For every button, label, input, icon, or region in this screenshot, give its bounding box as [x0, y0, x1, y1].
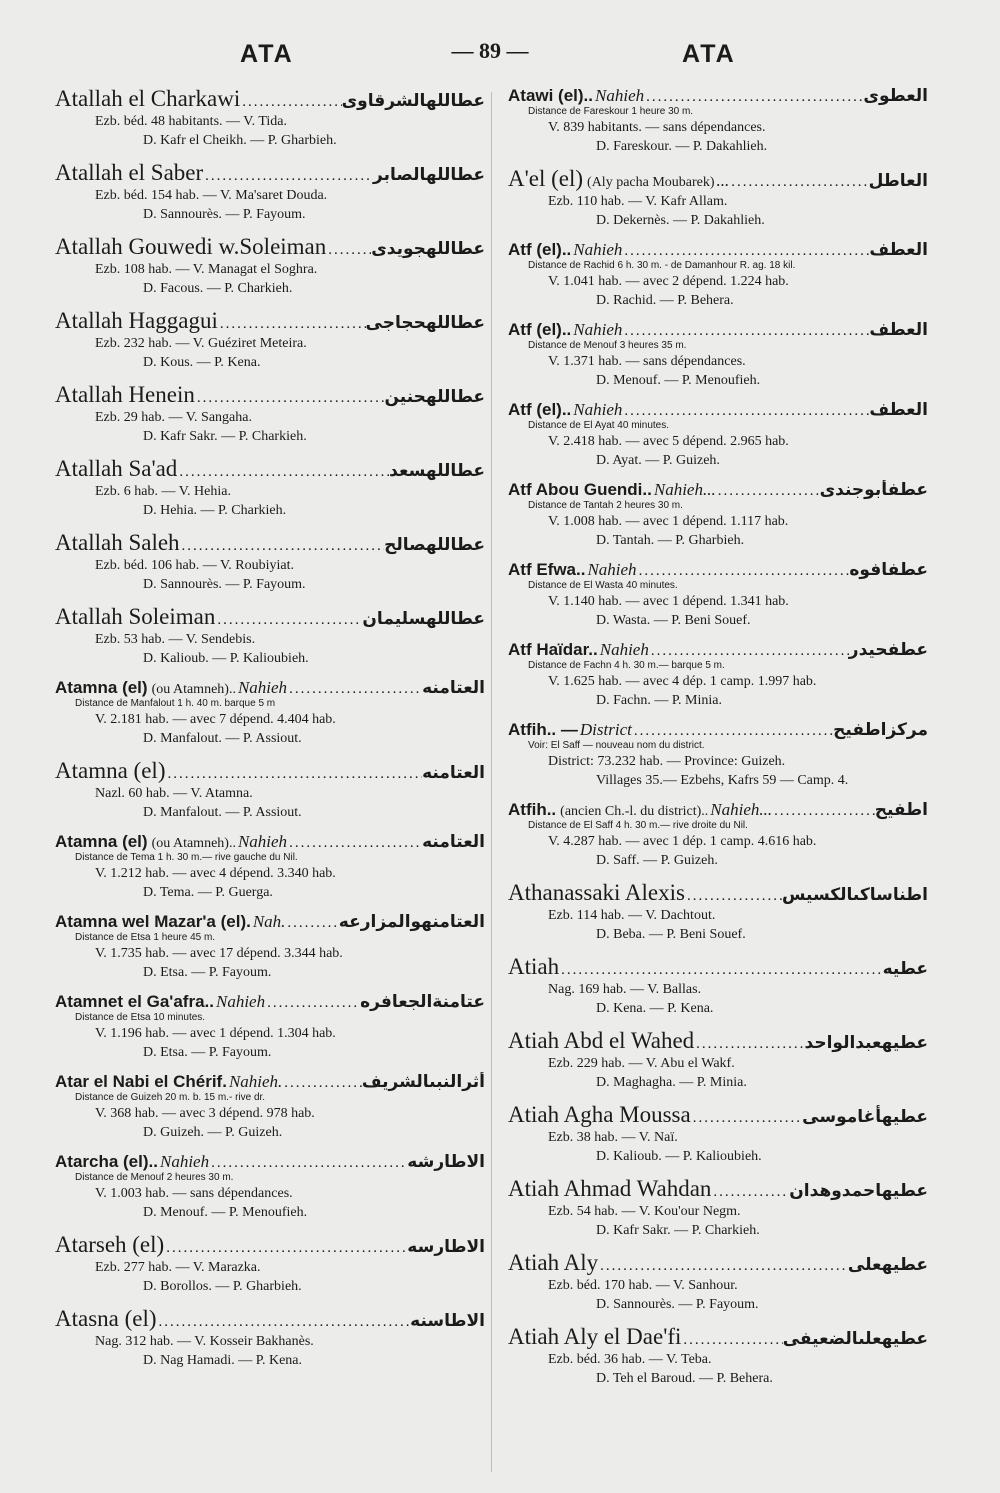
entry-detail-line: V. 1.041 hab. — avec 2 dépend. 1.224 hab.	[548, 274, 789, 289]
entry-detail-line: V. 1.008 hab. — avec 1 dépend. 1.117 hab.	[548, 514, 789, 529]
arabic-name: العتامنه	[422, 763, 485, 783]
entry-detail-line: D. Ayat. — P. Guizeh.	[596, 453, 720, 468]
place-name: Atamna (el)	[55, 678, 148, 697]
gazetteer-entry	[55, 1306, 485, 1370]
leader-dots	[649, 643, 849, 660]
entry-detail-line: D. Menouf. — P. Menoufieh.	[596, 373, 761, 388]
gazetteer-entry	[55, 160, 485, 224]
entry-heading	[55, 1072, 485, 1092]
place-type: Nah.	[252, 912, 286, 931]
place-name: Atallah Henein	[55, 382, 195, 407]
arabic-name: مركزاطفيح	[833, 720, 928, 740]
entry-heading	[55, 160, 485, 186]
place-name: Athanassaki Alexis	[508, 880, 685, 905]
entry-detail-line: D. Sannourès. — P. Fayoum.	[143, 577, 306, 592]
leader-dots	[694, 1036, 804, 1053]
entry-detail-line: D. Maghagha. — P. Minia.	[596, 1075, 747, 1090]
entry-heading	[508, 86, 928, 106]
arabic-name: عطاللهالشرقاوى	[341, 91, 485, 111]
entry-detail-line: D. Dekernès. — P. Dakahlieh.	[596, 213, 765, 228]
leader-dots	[282, 1075, 362, 1092]
place-name: Atf (el)..	[508, 320, 572, 339]
distance-note: Distance de Menouf 2 heures 30 m.	[75, 1172, 234, 1183]
entry-heading	[55, 992, 485, 1012]
place-name: Atar el Nabi el Chérif.	[55, 1072, 227, 1091]
place-name: Atallah Gouwedi w.Soleiman	[55, 234, 327, 259]
place-name: Atiah	[508, 954, 560, 979]
arabic-name: عطاللهسعد	[389, 461, 485, 481]
place-type: Nahieh	[573, 400, 623, 419]
entry-detail-line: Nag. 312 hab. — V. Kosseir Bakhanès.	[95, 1334, 314, 1349]
place-name: Atallah Sa'ad	[55, 456, 178, 481]
entry-detail-line: D. Guizeh. — P. Guizeh.	[143, 1125, 283, 1140]
distance-note: Distance de Menouf 3 heures 35 m.	[528, 340, 687, 351]
leader-dots	[716, 483, 820, 500]
place-type: District	[579, 720, 632, 739]
arabic-name: عطفحيدر	[848, 640, 928, 660]
entry-detail-line: D. Kalioub. — P. Kalioubieh.	[143, 651, 309, 666]
entry-detail-line: Ezb. 114 hab. — V. Dachtout.	[548, 908, 716, 923]
entry-detail-line: Ezb. 29 hab. — V. Sangaha.	[95, 410, 252, 425]
entry-detail-line: Nag. 169 hab. — V. Ballas.	[548, 982, 702, 997]
leader-dots	[685, 888, 782, 905]
entry-detail-line: D. Tema. — P. Guerga.	[143, 885, 273, 900]
leader-dots	[622, 403, 869, 420]
gazetteer-entry	[508, 1028, 928, 1092]
arabic-name: عطيهعلىالضعيفى	[782, 1329, 928, 1349]
arabic-name: الاطاسنه	[410, 1311, 485, 1331]
leader-dots	[637, 563, 850, 580]
gazetteer-entry	[55, 1072, 485, 1142]
place-name: Atarseh (el)	[55, 1232, 165, 1257]
right-column	[508, 86, 928, 1388]
gazetteer-entry	[508, 86, 928, 156]
entry-detail-line: D. Facous. — P. Charkieh.	[143, 281, 293, 296]
page-number: — 89 —	[451, 38, 529, 63]
entry-heading	[508, 1028, 928, 1054]
distance-note: Distance de El Saff 4 h. 30 m.— rive droite du Nil.	[528, 820, 748, 831]
entry-detail-line: V. 1.003 hab. — sans dépendances.	[95, 1186, 293, 1201]
entry-detail-line: V. 839 habitants. — sans dépendances.	[548, 120, 766, 135]
leader-dots	[180, 538, 385, 555]
arabic-name: العتامنه	[422, 678, 485, 698]
place-name: Atallah Haggagui	[55, 308, 218, 333]
entry-detail-line: V. 1.371 hab. — sans dépendances.	[548, 354, 746, 369]
leader-dots	[772, 803, 875, 820]
entry-heading	[508, 560, 928, 580]
entry-heading	[508, 720, 928, 740]
column-divider	[491, 92, 492, 1472]
leader-dots	[209, 1155, 407, 1172]
place-name: Atf (el)..	[508, 240, 572, 259]
gazetteer-entry	[508, 560, 928, 630]
distance-note: Distance de Fareskour 1 heure 30 m.	[528, 106, 694, 117]
gazetteer-entry	[55, 912, 485, 982]
entry-heading	[508, 240, 928, 260]
place-name: A'el (el)	[508, 166, 584, 191]
entry-detail-line: District: 73.232 hab. — Province: Guizeh.	[548, 754, 786, 769]
entry-heading	[55, 456, 485, 482]
arabic-name: الاطارسه	[407, 1237, 485, 1257]
place-name: Atf Efwa..	[508, 560, 586, 579]
arabic-name: عطاللهحنين	[384, 387, 485, 407]
place-type: Nahieh	[599, 640, 649, 659]
gazetteer-entry	[508, 800, 928, 870]
arabic-name: عطيهعلى	[847, 1255, 928, 1275]
gazetteer-entry	[508, 1176, 928, 1240]
arabic-name: العاطل	[868, 171, 928, 191]
leader-dots	[240, 94, 341, 111]
arabic-name: العتامنهوالمزارعه	[338, 912, 485, 932]
place-type: Nahieh...	[653, 480, 716, 499]
gazetteer-entry	[508, 480, 928, 550]
entry-detail-line: Ezb. 229 hab. — V. Abu el Wakf.	[548, 1056, 735, 1071]
entry-detail-line: Ezb. 108 hab. — V. Managat el Soghra.	[95, 262, 318, 277]
arabic-name: عطاللهالصابر	[373, 165, 485, 185]
distance-note: Distance de El Wasta 40 minutes.	[528, 580, 678, 591]
place-name: Atiah Aly el Dae'fi	[508, 1324, 682, 1349]
leader-dots	[729, 174, 868, 191]
leader-dots	[681, 1332, 782, 1349]
place-name: Atallah Soleiman	[55, 604, 216, 629]
entry-detail-line: Ezb. 110 hab. — V. Kafr Allam.	[548, 194, 728, 209]
arabic-name: اطناساكىالكسيس	[781, 885, 928, 905]
entry-detail-line: D. Kena. — P. Kena.	[596, 1001, 714, 1016]
entry-detail-line: D. Tantah. — P. Gharbieh.	[596, 533, 745, 548]
running-head-left: ATA	[240, 40, 294, 68]
leader-dots	[622, 243, 869, 260]
distance-note: Distance de El Ayat 40 minutes.	[528, 420, 670, 431]
gazetteer-entry	[55, 456, 485, 520]
leader-dots	[287, 835, 422, 852]
leader-dots	[215, 612, 362, 629]
entry-detail-line: Ezb. béd. 36 hab. — V. Teba.	[548, 1352, 712, 1367]
entry-detail-line: D. Saff. — P. Guizeh.	[596, 853, 718, 868]
entry-heading	[55, 604, 485, 630]
gazetteer-entry	[508, 1250, 928, 1314]
entry-detail-line: D. Rachid. — P. Behera.	[596, 293, 734, 308]
entry-heading	[508, 1250, 928, 1276]
entry-heading	[55, 234, 485, 260]
entry-heading	[55, 86, 485, 112]
arabic-name: العتامنه	[422, 832, 485, 852]
place-name: Atamna (el)	[55, 832, 148, 851]
place-name: Atf Haïdar..	[508, 640, 598, 659]
place-name: Atarcha (el)..	[55, 1152, 158, 1171]
place-note: (Aly pacha Moubarek)	[587, 175, 715, 190]
place-name: Atallah el Saber	[55, 160, 204, 185]
gazetteer-entry	[508, 1102, 928, 1166]
leader-dots	[203, 168, 373, 185]
place-name: Atallah el Charkawi	[55, 86, 241, 111]
arabic-name: عطاللهسليمان	[362, 609, 485, 629]
arabic-name: العطف	[869, 320, 928, 340]
gazetteer-entry	[508, 720, 928, 790]
place-type: Nahieh	[237, 832, 288, 851]
gazetteer-entry	[508, 166, 928, 230]
distance-note: Distance de Guizeh 20 m. b. 15 m.- rive dr.	[75, 1092, 266, 1103]
leader-dots	[598, 1258, 848, 1275]
place-name: Atf (el)..	[508, 400, 572, 419]
entry-detail-line: V. 2.181 hab. — avec 7 dépend. 4.404 hab.	[95, 712, 336, 727]
place-type: ...	[716, 171, 730, 190]
gazetteer-entry	[55, 1232, 485, 1296]
entry-detail-line: V. 1.212 hab. — avec 4 dépend. 3.340 hab.	[95, 866, 336, 881]
leader-dots	[218, 316, 366, 333]
arabic-name: عطفأبوجندى	[819, 480, 928, 500]
arabic-name: عطيهعبدالواحد	[804, 1033, 928, 1053]
gazetteer-entry	[55, 308, 485, 372]
entry-detail-line: D. Sannourès. — P. Fayoum.	[143, 207, 306, 222]
entry-detail-line: V. 1.140 hab. — avec 1 dépend. 1.341 hab.	[548, 594, 789, 609]
entry-detail-line: D. Kafr Sakr. — P. Charkieh.	[143, 429, 307, 444]
place-name: Atiah Agha Moussa	[508, 1102, 691, 1127]
place-type: Nahieh	[573, 320, 623, 339]
entry-detail-line: Ezb. béd. 48 habitants. — V. Tida.	[95, 114, 287, 129]
entry-heading	[508, 1176, 928, 1202]
entry-detail-line: Nazl. 60 hab. — V. Atamna.	[95, 786, 253, 801]
place-type: Nahieh	[159, 1152, 210, 1171]
gazetteer-entry	[508, 954, 928, 1018]
entry-detail-line: D. Borollos. — P. Gharbieh.	[143, 1279, 302, 1294]
arabic-name: عطاللهحجاجى	[365, 313, 485, 333]
entry-heading	[508, 800, 928, 820]
entry-detail-line: Ezb. 38 hab. — V. Naï.	[548, 1130, 678, 1145]
entry-heading	[55, 308, 485, 334]
left-column	[55, 86, 485, 1370]
gazetteer-entry	[508, 240, 928, 310]
arabic-name: عطيهأغاموسى	[802, 1107, 928, 1127]
leader-dots	[622, 323, 869, 340]
entry-heading	[508, 1102, 928, 1128]
gazetteer-entry	[508, 880, 928, 944]
entry-detail-line: D. Hehia. — P. Charkieh.	[143, 503, 287, 518]
arabic-name: عطفافوه	[849, 560, 928, 580]
entry-detail-line: D. Fachn. — P. Minia.	[596, 693, 722, 708]
leader-dots	[287, 681, 422, 698]
gazetteer-entry	[55, 234, 485, 298]
entry-detail-line: D. Etsa. — P. Fayoum.	[143, 965, 272, 980]
entry-detail-line: D. Teh el Baroud. — P. Behera.	[596, 1371, 773, 1386]
leader-dots	[644, 89, 863, 106]
leader-dots	[285, 915, 338, 932]
arabic-name: عطاللهصالح	[384, 535, 485, 555]
place-name: Atiah Aly	[508, 1250, 599, 1275]
distance-note: Distance de Manfalout 1 h. 40 m. barque 5 m	[75, 698, 276, 709]
gazetteer-entry	[55, 86, 485, 150]
place-name: Atamnet el Ga'afra..	[55, 992, 214, 1011]
leader-dots	[326, 242, 371, 259]
place-type: Nahieh	[216, 992, 266, 1011]
entry-detail-line: Ezb. 232 hab. — V. Guéziret Meteira.	[95, 336, 307, 351]
place-type: Nahieh	[595, 86, 645, 105]
entry-detail-line: V. 4.287 hab. — avec 1 dép. 1 camp. 4.616 hab.	[548, 834, 817, 849]
entry-detail-line: V. 1.735 hab. — avec 17 dépend. 3.344 hab.	[95, 946, 343, 961]
gazetteer-entry	[55, 992, 485, 1062]
arabic-name: الاطارشه	[407, 1152, 485, 1172]
leader-dots	[632, 723, 833, 740]
entry-detail-line: D. Wasta. — P. Beni Souef.	[596, 613, 751, 628]
arabic-name: عطيه	[882, 959, 928, 979]
distance-note: Distance de Tantah 2 heures 30 m.	[528, 500, 683, 511]
entry-detail-line: Ezb. 53 hab. — V. Sendebis.	[95, 632, 256, 647]
gazetteer-entry	[55, 832, 485, 902]
place-type: Nahieh...	[710, 800, 773, 819]
gazetteer-entry	[508, 1324, 928, 1388]
entry-detail-line: Ezb. béd. 170 hab. — V. Sanhour.	[548, 1278, 738, 1293]
arabic-name: عطاللهجويدى	[371, 239, 485, 259]
arabic-name: أثرالنبىالشريف	[361, 1072, 485, 1092]
entry-heading	[55, 758, 485, 784]
entry-detail-line: Ezb. béd. 154 hab. — V. Ma'saret Douda.	[95, 188, 328, 203]
gazetteer-entry	[55, 1152, 485, 1222]
leader-dots	[691, 1110, 802, 1127]
leader-dots	[177, 464, 389, 481]
place-note: (ou Atamneh)..	[151, 836, 236, 851]
entry-heading	[508, 1324, 928, 1350]
place-note: (ou Atamneh)..	[151, 682, 236, 697]
entry-heading	[55, 530, 485, 556]
entry-detail-line: D. Beba. — P. Beni Souef.	[596, 927, 746, 942]
entry-detail-line: Ezb. 277 hab. — V. Marazka.	[95, 1260, 261, 1275]
entry-heading	[508, 880, 928, 906]
entry-heading	[55, 832, 485, 852]
entry-heading	[508, 166, 928, 192]
gazetteer-entry	[508, 320, 928, 390]
leader-dots	[559, 962, 882, 979]
gazetteer-entry	[508, 640, 928, 710]
entry-heading	[55, 382, 485, 408]
place-name: Atiah Abd el Wahed	[508, 1028, 695, 1053]
entry-detail-line: V. 368 hab. — avec 3 dépend. 978 hab.	[95, 1106, 315, 1121]
leader-dots	[195, 390, 385, 407]
place-name: Atasna (el)	[55, 1306, 157, 1331]
place-type: Nahieh	[237, 678, 288, 697]
distance-note: Distance de Etsa 10 minutes.	[75, 1012, 206, 1023]
leader-dots	[711, 1184, 789, 1201]
running-head-right: ATA	[682, 40, 736, 68]
place-name: Atiah Ahmad Wahdan	[508, 1176, 712, 1201]
place-type: Nahieh	[573, 240, 623, 259]
entry-detail-line: Ezb. 54 hab. — V. Kou'our Negm.	[548, 1204, 741, 1219]
entry-detail-line: Ezb. 6 hab. — V. Hehia.	[95, 484, 231, 499]
entry-detail-line: V. 2.418 hab. — avec 5 dépend. 2.965 hab.	[548, 434, 789, 449]
entry-detail-line: Villages 35.— Ezbehs, Kafrs 59 — Camp. 4.	[596, 773, 849, 788]
gazetteer-entry	[55, 530, 485, 594]
entry-detail-line: D. Etsa. — P. Fayoum.	[143, 1045, 272, 1060]
entry-detail-line: D. Manfalout. — P. Assiout.	[143, 805, 302, 820]
distance-note: Distance de Fachn 4 h. 30 m.— barque 5 m.	[528, 660, 725, 671]
entry-heading	[55, 1152, 485, 1172]
place-name: Atawi (el)..	[508, 86, 594, 105]
place-type: Nahieh	[587, 560, 637, 579]
place-name: Atallah Saleh	[55, 530, 180, 555]
place-name: Atfih..	[508, 800, 557, 819]
entry-heading	[508, 640, 928, 660]
arabic-name: العطف	[869, 400, 928, 420]
entry-detail-line: D. Fareskour. — P. Dakahlieh.	[596, 139, 768, 154]
entry-detail-line: D. Manfalout. — P. Assiout.	[143, 731, 302, 746]
place-name: Atamna wel Mazar'a (el).	[55, 912, 251, 931]
entry-heading	[55, 678, 485, 698]
arabic-name: اطفيح	[874, 800, 928, 820]
place-name: Atfih.. —	[508, 720, 578, 739]
place-name: Atamna (el)	[55, 758, 166, 783]
entry-heading	[508, 320, 928, 340]
gazetteer-entry	[55, 382, 485, 446]
distance-note: Voir: El Saff — nouveau nom du district.	[528, 740, 705, 751]
entry-heading	[55, 1306, 485, 1332]
entry-detail-line: V. 1.625 hab. — avec 4 dép. 1 camp. 1.997 hab.	[548, 674, 817, 689]
leader-dots	[165, 766, 422, 783]
entry-detail-line: D. Kafr Sakr. — P. Charkieh.	[596, 1223, 760, 1238]
leader-dots	[157, 1314, 411, 1331]
entry-detail-line: D. Menouf. — P. Menoufieh.	[143, 1205, 308, 1220]
entry-detail-line: D. Nag Hamadi. — P. Kena.	[143, 1353, 303, 1368]
arabic-name: العطوى	[863, 86, 928, 106]
entry-heading	[55, 1232, 485, 1258]
entry-heading	[508, 480, 928, 500]
arabic-name: عتامنةالجعافره	[360, 992, 485, 1012]
entry-detail-line: D. Kous. — P. Kena.	[143, 355, 261, 370]
place-name: Atf Abou Guendi..	[508, 480, 652, 499]
leader-dots	[265, 995, 360, 1012]
entry-heading	[508, 400, 928, 420]
place-note: (ancien Ch.-l. du district)..	[560, 804, 709, 819]
arabic-name: عطيهاحمدوهدان	[789, 1181, 928, 1201]
distance-note: Distance de Etsa 1 heure 45 m.	[75, 932, 216, 943]
place-type: Nahieh.	[228, 1072, 283, 1091]
gazetteer-entry	[55, 758, 485, 822]
gazetteer-entry	[55, 678, 485, 748]
arabic-name: العطف	[869, 240, 928, 260]
leader-dots	[164, 1240, 407, 1257]
gazetteer-entry	[55, 604, 485, 668]
entry-heading	[55, 912, 485, 932]
entry-heading	[508, 954, 928, 980]
entry-detail-line: V. 1.196 hab. — avec 1 dépend. 1.304 hab.	[95, 1026, 336, 1041]
distance-note: Distance de Tema 1 h. 30 m.— rive gauche du Nil.	[75, 852, 298, 863]
entry-detail-line: D. Kafr el Cheikh. — P. Gharbieh.	[143, 133, 337, 148]
entry-detail-line: D. Kalioub. — P. Kalioubieh.	[596, 1149, 762, 1164]
distance-note: Distance de Rachid 6 h. 30 m. - de Damanhour R. ag. 18 kil.	[528, 260, 796, 271]
entry-detail-line: D. Sannourès. — P. Fayoum.	[596, 1297, 759, 1312]
gazetteer-entry	[508, 400, 928, 470]
entry-detail-line: Ezb. béd. 106 hab. — V. Roubiyiat.	[95, 558, 294, 573]
